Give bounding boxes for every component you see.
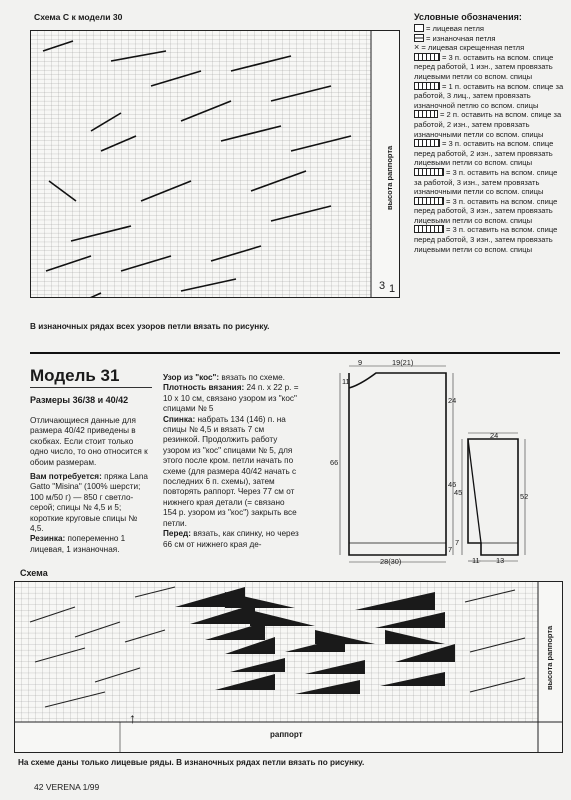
front-paragraph <box>163 529 300 550</box>
sleeve-dim-bottom-b: 13 <box>496 556 505 565</box>
sleeve-dim-bottom-a: 11 <box>472 556 480 565</box>
section-divider <box>30 352 560 354</box>
page-footer: 42 VERENA 1/99 <box>34 782 100 792</box>
body-dim-top-right: 19(21) <box>392 358 414 367</box>
twisted-symbol-icon: × <box>414 42 420 53</box>
scheme-note: На схеме даны только лицевые ряды. В изнаночных рядах петли вязать по рисунку. <box>18 758 365 767</box>
purl-symbol-icon <box>414 34 424 42</box>
legend-item-cable-4: = 3 п. оставить на вспом. спице перед работой, 2 изн., затем провязать лицевыми петли со вспом. спицы <box>414 139 554 168</box>
cable-symbol-icon <box>414 53 440 61</box>
model-sizes: Размеры 36/38 и 40/42 <box>30 395 129 405</box>
up-arrow-icon: ↑ <box>129 710 136 726</box>
back-paragraph <box>163 415 300 529</box>
rib-label: Резинка: <box>30 534 66 544</box>
scheme-title: Схема <box>20 568 48 578</box>
materials-text: пряжа Lana Gatto "Misina" (100% шерсти; 100 м/50 г) — 850 г светло-серой; спицы № 4,5 и 5; короткие круговые спицы № 4,5. <box>30 472 148 534</box>
model-title-rule <box>30 387 152 388</box>
cable-symbol-icon <box>414 110 438 118</box>
rib-text: попеременно 1 лицевая, 1 изнаночная. <box>30 534 126 554</box>
scheme-c-grid <box>30 30 400 298</box>
pattern-label: Узор из "кос": <box>163 373 220 382</box>
legend <box>414 12 564 254</box>
materials-paragraph <box>30 472 152 534</box>
body-dim-total: 66 <box>330 458 339 467</box>
scheme-c-row-3: 3 <box>379 280 386 292</box>
rib-paragraph <box>30 534 152 555</box>
body-dim-width: 28(30) <box>380 557 402 566</box>
legend-item-knit: = лицевая петля <box>414 24 564 34</box>
scheme-c-vertical-label: высота раппорта <box>385 145 394 210</box>
legend-item-cable-7: = 3 п. оставить на вспом. спице перед работой, 3 изн., затем провязать лицевыми петли со вспом. спицы <box>414 225 558 254</box>
scheme-c-title: Схема С к модели 30 <box>34 12 123 22</box>
model-col-2 <box>163 373 300 550</box>
model-col-1 <box>30 416 152 555</box>
legend-title: Условные обозначения: <box>414 12 522 22</box>
knit-symbol-icon <box>414 24 424 32</box>
scheme-c-svg <box>31 31 399 297</box>
density-text: 24 п. х 22 р. = 10 х 10 см, связано узором из "кос" спицами № 5 <box>163 383 299 414</box>
rapport-label: раппорт <box>270 730 303 739</box>
scheme-svg <box>15 582 562 752</box>
scheme-grid <box>14 581 563 753</box>
scheme-vertical-label: высота раппорта <box>545 625 554 690</box>
body-dim-bottom: 7 <box>448 545 453 554</box>
density-paragraph <box>163 383 300 414</box>
front-text: вязать, как спинку, но через 66 см от нижнего края де- <box>163 529 299 549</box>
sleeve-dim-left-height: 45 <box>454 488 463 497</box>
sleeve-dim-top: 24 <box>490 431 499 440</box>
scheme-c-row-1: 1 <box>389 283 396 295</box>
model-title: Модель 31 <box>30 366 120 385</box>
body-dim-mid: 46 <box>448 480 457 489</box>
body-dim-top-left: 9 <box>358 358 363 367</box>
scheme-c-note: В изнаночных рядах всех узоров петли вязать по рисунку. <box>30 322 270 331</box>
cable-symbol-icon <box>414 168 444 176</box>
legend-item-purl: = изнаночная петля <box>414 34 564 44</box>
density-label: Плотность вязания: <box>163 383 245 393</box>
body-dim-shoulder: 11 <box>342 377 350 386</box>
cable-symbol-icon <box>414 225 444 233</box>
legend-item-cable-2: = 1 п. оставить на вспом. спице за работой, 3 лиц., затем провязать изнаночной петлю со вспом. спицы <box>414 81 564 110</box>
sleeve-dim-bottom-left: 7 <box>455 538 460 547</box>
legend-item-twisted: × = лицевая скрещенная петля <box>414 42 525 53</box>
pattern-text: вязать по схеме. <box>221 373 285 382</box>
legend-item-cable-5: = 3 п. оставить на вспом. спице за работой, 3 изн., затем провязать изнаночными петли со вспом. спицы <box>414 167 558 197</box>
legend-item-cable-3: = 2 п. оставить на вспом. спице за работой, 2 изн., затем провязать изнаночными петли со вспом. спицы <box>414 110 562 139</box>
body-dim-upper: 24 <box>448 396 457 405</box>
cable-symbol-icon <box>414 139 440 147</box>
pattern-paragraph <box>163 373 300 383</box>
materials-label: Вам потребуется: <box>30 472 102 482</box>
legend-item-cable-1: = 3 п. оставить на вспом. спице перед работой, 1 изн., затем провязать лицевыми петли со вспом. спицы <box>414 52 554 81</box>
intro-text: Отличающиеся данные для размера 40/42 приведены в скобках. Если стоит только одно число, то оно относится к обоим размерам. <box>30 416 148 467</box>
back-label: Спинка: <box>163 414 196 424</box>
sleeve-dim-right-height: 52 <box>520 492 529 501</box>
back-text: набрать 134 (146) п. на спицы № 4,5 и вязать 7 см резинкой. Продолжить работу узором из "кос" спицами № 5, для этого после кром. петли начать по схеме (для размера 40/42 начать с последних 6 п. схемы), затем повторять раппорт. Через 77 см от нижнего края детали (= связано 154 р. узором из "кос") закрыть все петли. <box>163 414 297 528</box>
legend-item-cable-6: = 3 п. оставить на вспом. спице перед работой, 3 изн., затем провязать лицевыми петли со вспом. спицы <box>414 196 558 225</box>
cable-symbol-icon <box>414 197 444 205</box>
cable-symbol-icon <box>414 82 440 90</box>
front-label: Перед: <box>163 529 191 539</box>
